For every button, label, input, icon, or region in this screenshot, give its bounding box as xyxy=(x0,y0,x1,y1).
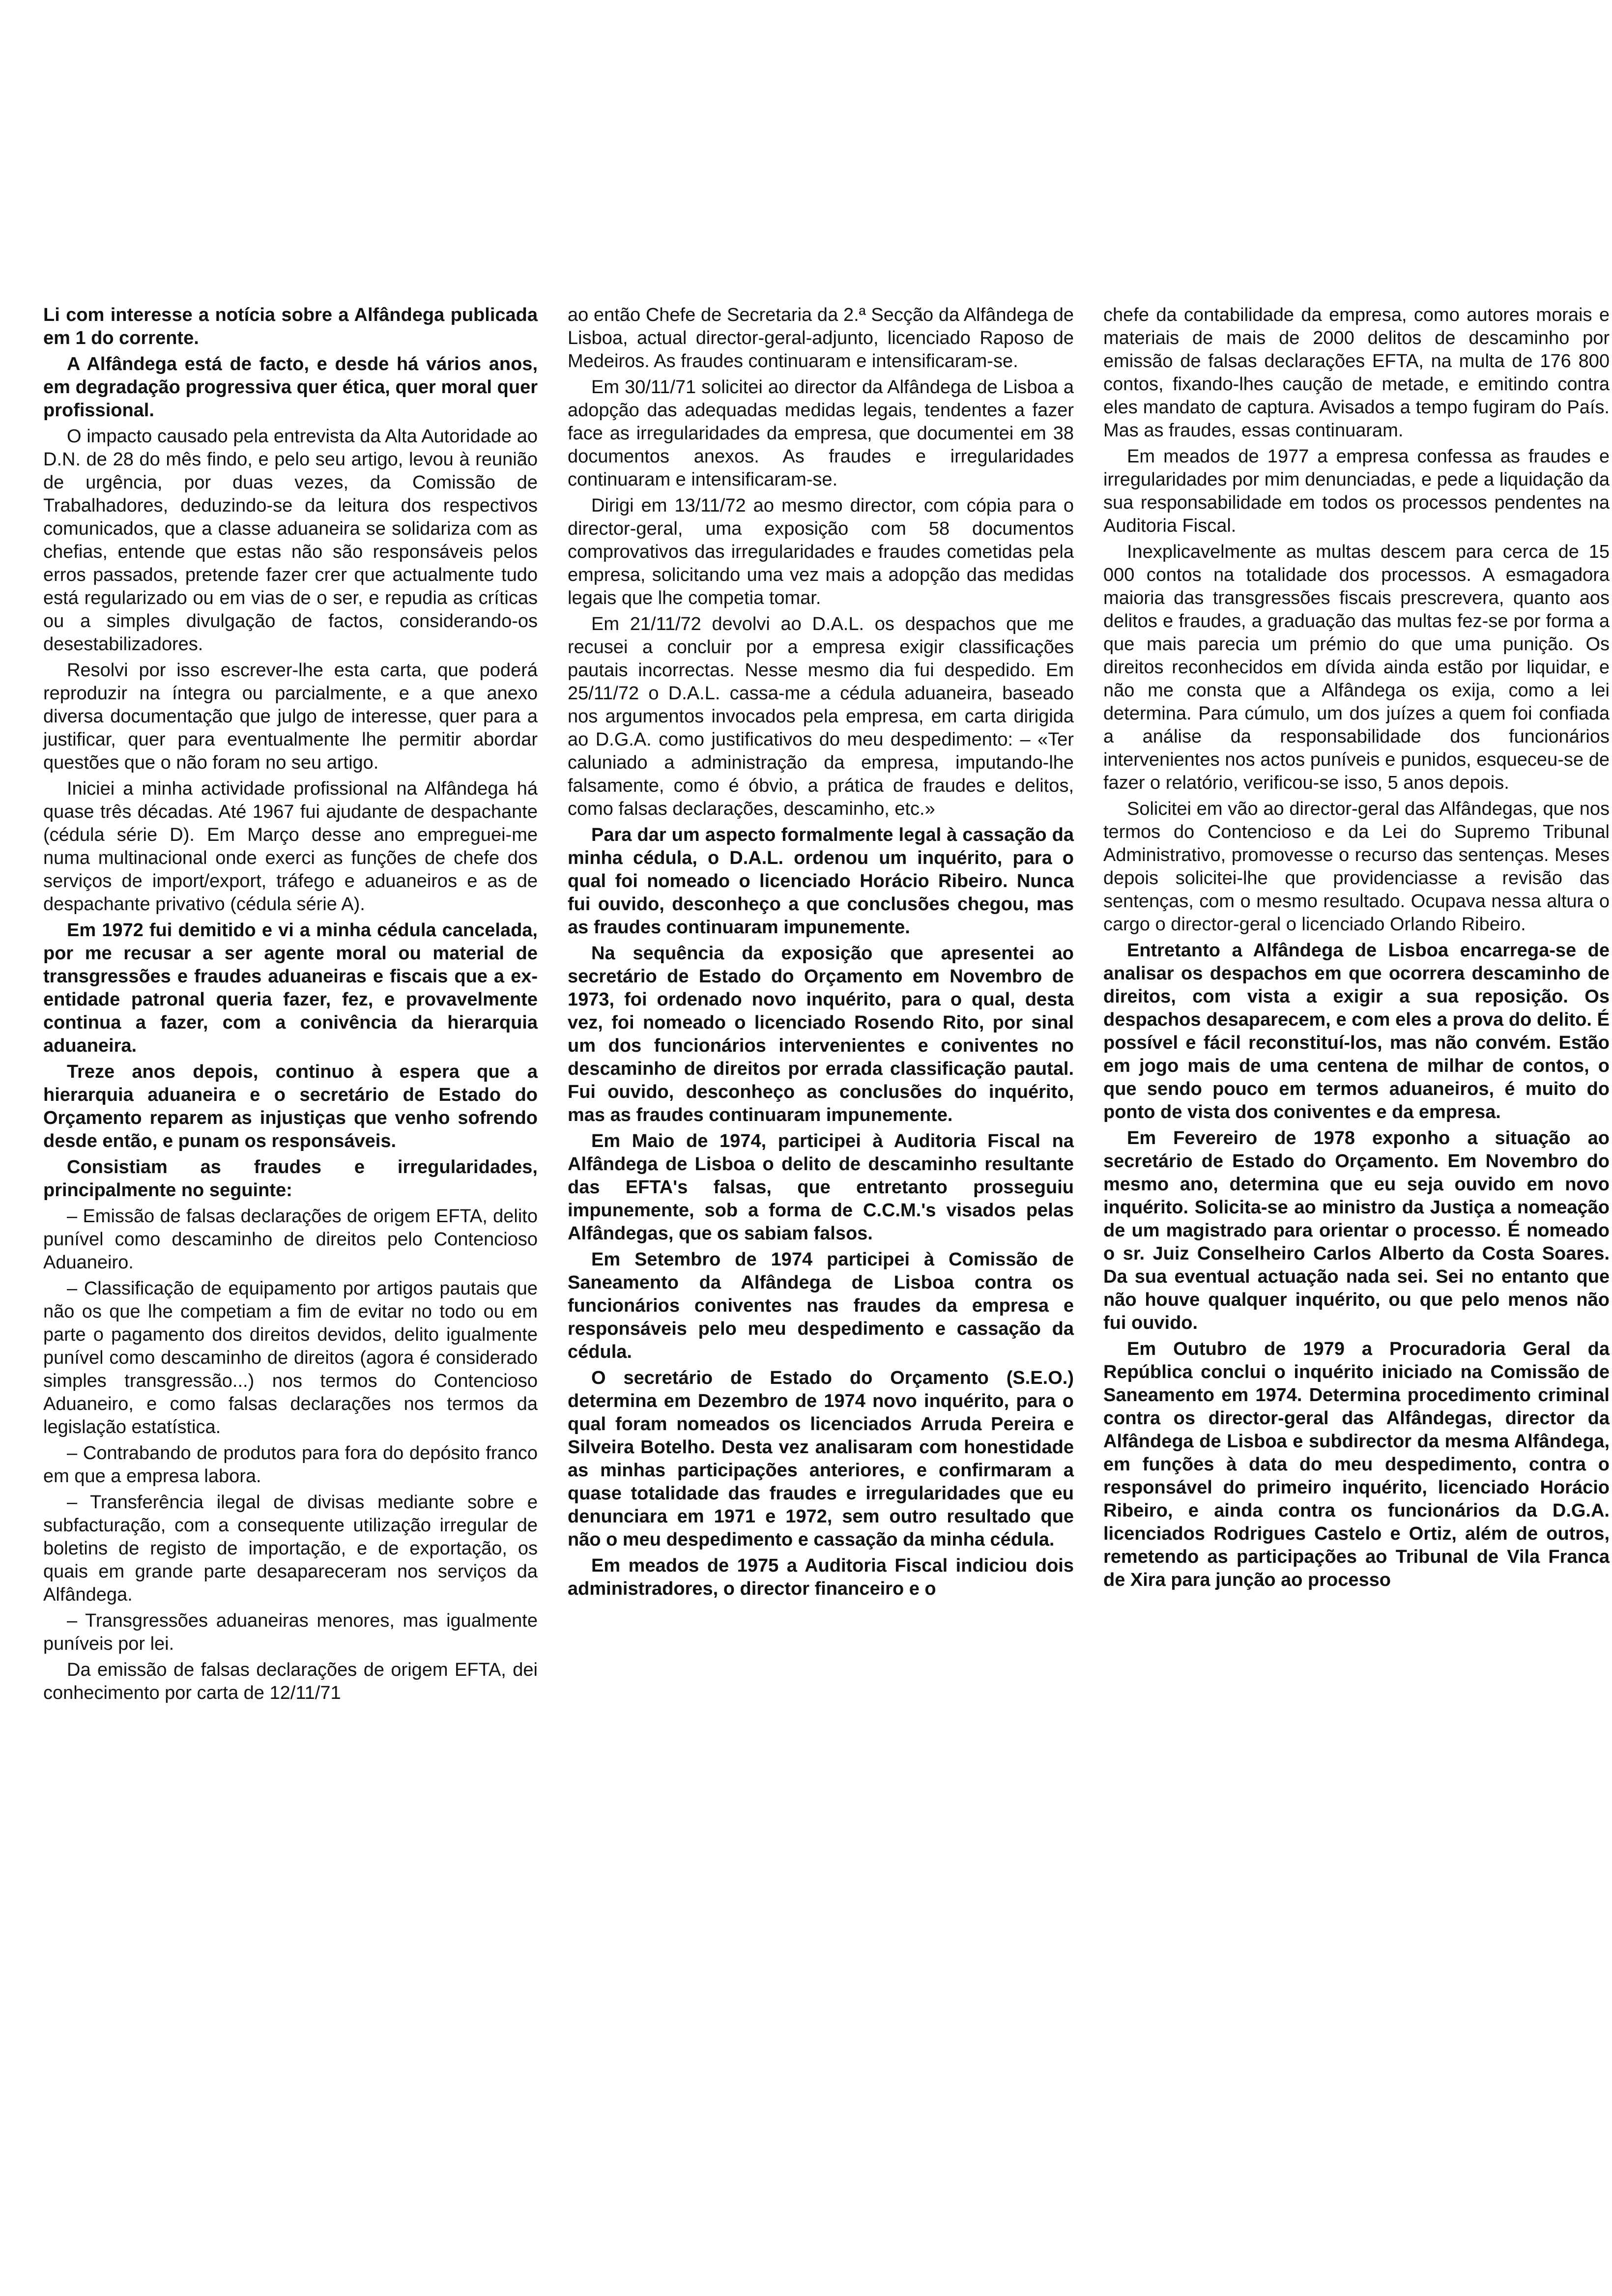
article-paragraph: Em 21/11/72 devolvi ao D.A.L. os despachos que me recusei a concluir por a empresa exigir classificações pautais incorrectas. Nesse mesmo dia fui despedido. Em 25/11/72 o D.A.L. cassa-me a cédula aduaneira, baseado nos argumentos invocados pela empresa, em carta dirigida ao D.G.A. como justificativos do meu despedimento: – «Ter caluniado a administração da empresa, imputando-lhe falsamente, como é óbvio, a prática de fraudes e delitos, como falsas declarações, descaminho, etc.» xyxy=(568,614,1074,819)
article-paragraph: – Classificação de equipamento por artigos pautais que não os que lhe competiam a fim de evitar no todo ou em parte o pagamento dos direitos devidos, delito igualmente punível como descaminho de direitos (agora é considerado simples transgressão...) nos termos do Contencioso Aduaneiro, e como falsas declarações nos termos da legislação estatística. xyxy=(43,1278,538,1437)
article-paragraph: Dirigi em 13/11/72 ao mesmo director, com cópia para o director-geral, uma exposição com 58 documentos comprovativos das irregularidades e fraudes cometidas pela empresa, solicitando uma vez mais a adopção das medidas legais que lhe competia tomar. xyxy=(568,495,1074,608)
article-paragraph: Em 1972 fui demitido e vi a minha cédula cancelada, por me recusar a ser agente moral ou material de transgressões e fraudes aduaneiras e fiscais que a ex-entidade patronal queria fazer, fez, e provavelmente continua a fazer, com a conivência da hierarquia aduaneira. xyxy=(43,920,538,1056)
article-paragraph: Em meados de 1975 a Auditoria Fiscal indiciou dois administradores, o director financeiro e o xyxy=(568,1555,1074,1599)
article-paragraph: – Transgressões aduaneiras menores, mas igualmente puníveis por lei. xyxy=(43,1610,538,1654)
article-column-3 xyxy=(1103,304,1610,1595)
article-paragraph: ao então Chefe de Secretaria da 2.ª Secção da Alfândega de Lisboa, actual director-geral-adjunto, licenciado Raposo de Medeiros. As fraudes continuaram e intensificaram-se. xyxy=(568,305,1074,372)
article-paragraph: Em 30/11/71 solicitei ao director da Alfândega de Lisboa a adopção das adequadas medidas legais, tendentes a fazer face as irregularidades da empresa, que documentei em 38 documentos anexos. As fraudes e irregularidades continuaram e intensificaram-se. xyxy=(568,377,1074,490)
article-paragraph: – Emissão de falsas declarações de origem EFTA, delito punível como descaminho de direitos pelo Contencioso Aduaneiro. xyxy=(43,1206,538,1273)
article-paragraph: Resolvi por isso escrever-lhe esta carta, que poderá reproduzir na íntegra ou parcialmente, e a que anexo diversa documentação que julgo de interesse, quer para a justificar, quer para eventualmente lhe permitir abordar questões que o não foram no seu artigo. xyxy=(43,660,538,773)
article-paragraph: Treze anos depois, continuo à espera que a hierarquia aduaneira e o secretário de Estado do Orçamento reparem as injustiças que venho sofrendo desde então, e punam os responsáveis. xyxy=(43,1062,538,1151)
article-paragraph: Li com interesse a notícia sobre a Alfândega publicada em 1 do corrente. xyxy=(43,305,538,348)
article-paragraph: A Alfândega está de facto, e desde há vários anos, em degradação progressiva quer ética, quer moral quer profissional. xyxy=(43,354,538,421)
article-paragraph: Em Maio de 1974, participei à Auditoria Fiscal na Alfândega de Lisboa o delito de descaminho resultante das EFTA's falsas, que entretanto prosseguiu impunemente, sob a forma de C.C.M.'s visados pelas Alfândegas, que os sabiam falsos. xyxy=(568,1131,1074,1244)
article-paragraph: Solicitei em vão ao director-geral das Alfândegas, que nos termos do Contencioso e da Lei do Supremo Tribunal Administrativo, promovesse o recurso das sentenças. Meses depois solicitei-lhe que providenciasse a revisão das sentenças, com o mesmo resultado. Ocupava nessa altura o cargo o director-geral o licenciado Orlando Ribeiro. xyxy=(1103,799,1610,935)
article-paragraph: – Transferência ilegal de divisas mediante sobre e subfacturação, com a consequente utilização irregular de boletins de registo de importação, e de exportação, os quais em grande parte desapareceram nos serviços da Alfândega. xyxy=(43,1492,538,1605)
article-paragraph: Na sequência da exposição que apresentei ao secretário de Estado do Orçamento em Novembro de 1973, foi ordenado novo inquérito, para o qual, desta vez, foi nomeado o licenciado Rosendo Rito, por sinal um dos funcionários intervenientes e coniventes no descaminho de direitos por errada classificação pautal. Fui ouvido, desconheço as conclusões do inquérito, mas as fraudes continuaram impunemente. xyxy=(568,943,1074,1125)
article-column-2 xyxy=(568,304,1074,1604)
article-paragraph: O secretário de Estado do Orçamento (S.E.O.) determina em Dezembro de 1974 novo inquérito, para o qual foram nomeados os licenciados Arruda Pereira e Silveira Botelho. Desta vez analisaram com honestidade as minhas participações anteriores, e confirmaram a quase totalidade das fraudes e irregularidades que eu denunciara em 1971 e 1972, sem outro resultado que não o meu despedimento e cassação da minha cédula. xyxy=(568,1368,1074,1550)
article-paragraph: Da emissão de falsas declarações de origem EFTA, dei conhecimento por carta de 12/11/71 xyxy=(43,1660,538,1703)
article-paragraph: Em meados de 1977 a empresa confessa as fraudes e irregularidades por mim denunciadas, e pede a liquidação da sua responsabilidade em todos os processos pendentes na Auditoria Fiscal. xyxy=(1103,446,1610,536)
article-paragraph: Entretanto a Alfândega de Lisboa encarrega-se de analisar os despachos em que ocorrera descaminho de direitos, com vista a exigir a sua reposição. Os despachos desaparecem, e com eles a prova do delito. É possível e fácil reconstituí-los, mas não convém. Estão em jogo mais de uma centena de milhar de contos, o que sendo pouco em termos aduaneiros, é muito do ponto de vista dos coniventes e da empresa. xyxy=(1103,940,1610,1122)
article-column-1 xyxy=(43,304,538,1708)
article-paragraph: Inexplicavelmente as multas descem para cerca de 15 000 contos na totalidade dos processos. A esmagadora maioria das transgressões fiscais prescrevera, quanto aos delitos e fraudes, a graduação das multas fez-se por forma a que mais parecia um prémio do que uma punição. Os direitos reconhecidos em dívida ainda estão por liquidar, e não me consta que a Alfândega os exija, como a lei determina. Para cúmulo, um dos juízes a quem foi confiada a análise da responsabilidade dos funcionários intervenientes nos actos puníveis e punidos, esqueceu-se de fazer o relatório, verificou-se isso, 5 anos depois. xyxy=(1103,542,1610,793)
article-paragraph: Em Outubro de 1979 a Procuradoria Geral da República conclui o inquérito iniciado na Comissão de Saneamento em 1974. Determina procedimento criminal contra os director-geral das Alfândegas, director da Alfândega de Lisboa e subdirector da mesma Alfândega, em funções à data do meu despedimento, contra o responsável do primeiro inquérito, licenciado Horácio Ribeiro, e ainda contra os funcionários da D.G.A. licenciados Rodrigues Castelo e Ortiz, além de outros, remetendo as participações ao Tribunal de Vila Franca de Xira para junção ao processo xyxy=(1103,1339,1610,1590)
article-paragraph: Para dar um aspecto formalmente legal à cassação da minha cédula, o D.A.L. ordenou um inquérito, para o qual foi nomeado o licenciado Horácio Ribeiro. Nunca fui ouvido, desconheço a que conclusões chegou, mas as fraudes continuaram impunemente. xyxy=(568,825,1074,938)
article-paragraph: O impacto causado pela entrevista da Alta Autoridade ao D.N. de 28 do mês findo, e pelo seu artigo, levou à reunião de urgência, por duas vezes, da Comissão de Trabalhadores, deduzindo-se da leitura dos respectivos comunicados, que a classe aduaneira se solidariza com as chefias, entende que estas não são responsáveis pelos erros passados, pretende fazer crer que actualmente tudo está regularizado ou em vias de o ser, e repudia as críticas ou a simples divulgação de factos, considerando-os desestabilizadores. xyxy=(43,426,538,655)
article-paragraph: Em Fevereiro de 1978 exponho a situação ao secretário de Estado do Orçamento. Em Novembro do mesmo ano, determina que eu seja ouvido em novo inquérito. Solicita-se ao ministro da Justiça a nomeação de um magistrado para orientar o processo. É nomeado o sr. Juiz Conselheiro Carlos Alberto da Costa Soares. Da sua eventual actuação nada sei. Sei no entanto que não houve qualquer inquérito, ou que pelo menos não fui ouvido. xyxy=(1103,1128,1610,1333)
article-paragraph: Consistiam as fraudes e irregularidades, principalmente no seguinte: xyxy=(43,1157,538,1201)
article-paragraph: Iniciei a minha actividade profissional na Alfândega há quase três décadas. Até 1967 fui ajudante de despachante (cédula série D). Em Março desse ano empreguei-me numa multinacional onde exerci as funções de chefe dos serviços de import/export, tráfego e aduaneiros e as de despachante privativo (cédula série A). xyxy=(43,778,538,915)
article-paragraph: – Contrabando de produtos para fora do depósito franco em que a empresa labora. xyxy=(43,1443,538,1487)
article-paragraph: chefe da contabilidade da empresa, como autores morais e materiais de mais de 2000 delitos de descaminho por emissão de falsas declarações EFTA, na multa de 176 800 contos, fixando-lhes caução de metade, e emitindo contra eles mandato de captura. Avisados a tempo fugiram do País. Mas as fraudes, essas continuaram. xyxy=(1103,305,1610,441)
article-paragraph: Em Setembro de 1974 participei à Comissão de Saneamento da Alfândega de Lisboa contra os funcionários coniventes nas fraudes da empresa e responsáveis pelo meu despedimento e cassação da cédula. xyxy=(568,1249,1074,1362)
